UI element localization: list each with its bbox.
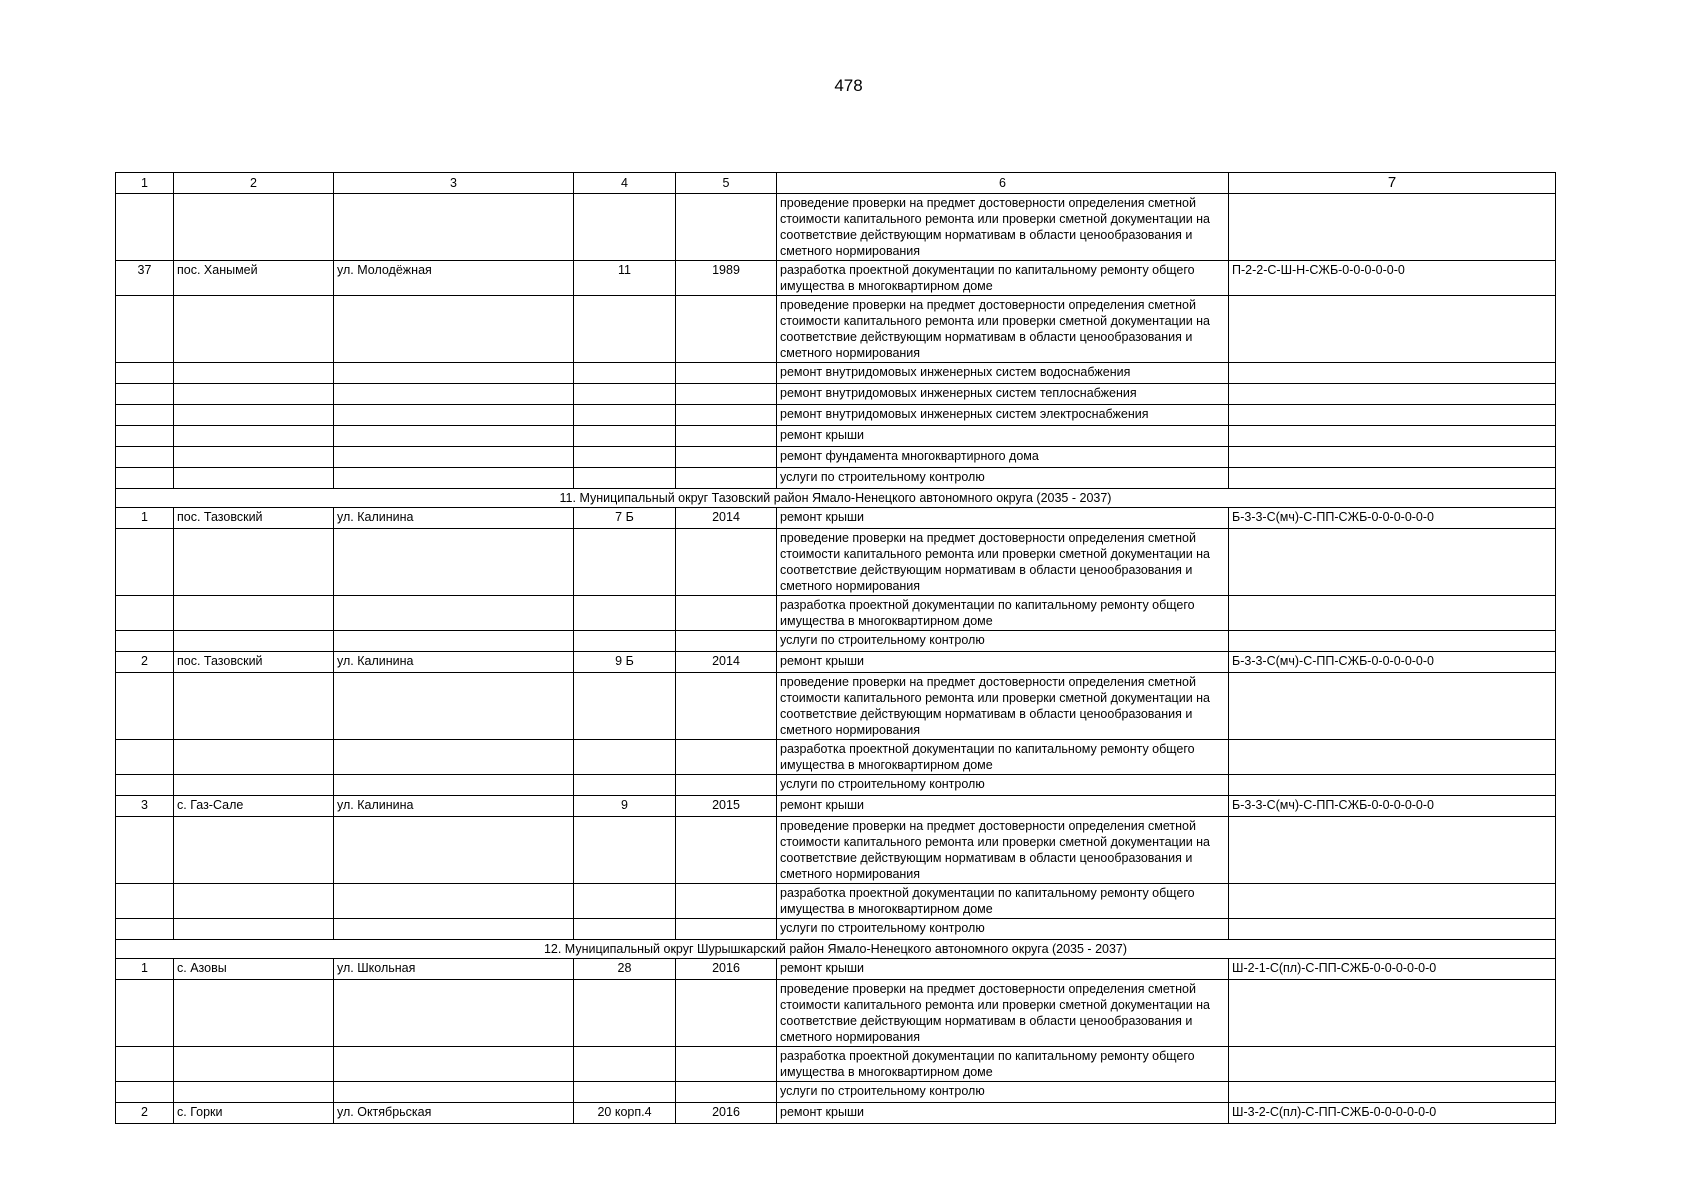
cell-col-6: ремонт внутридомовых инженерных систем электроснабжения (777, 405, 1229, 426)
cell-col-3 (334, 447, 574, 468)
cell-col-7 (1229, 919, 1556, 940)
cell-col-1 (116, 529, 174, 596)
cell-col-7 (1229, 447, 1556, 468)
cell-col-6: разработка проектной документации по капитальному ремонту общего имущества в многоквартирном доме (777, 1047, 1229, 1082)
cell-col-1 (116, 363, 174, 384)
cell-col-1: 3 (116, 796, 174, 817)
table-row (116, 1047, 1556, 1082)
cell-col-4 (574, 426, 676, 447)
cell-col-5: 2014 (676, 652, 777, 673)
cell-col-3 (334, 194, 574, 261)
cell-col-3 (334, 740, 574, 775)
cell-col-7 (1229, 363, 1556, 384)
cell-col-7 (1229, 384, 1556, 405)
cell-col-6: разработка проектной документации по капитальному ремонту общего имущества в многоквартирном доме (777, 261, 1229, 296)
table-row (116, 405, 1556, 426)
cell-col-6: ремонт крыши (777, 1103, 1229, 1124)
cell-col-5 (676, 296, 777, 363)
cell-col-2 (174, 426, 334, 447)
cell-col-1: 2 (116, 652, 174, 673)
cell-col-5: 1989 (676, 261, 777, 296)
cell-col-5 (676, 426, 777, 447)
table-row (116, 959, 1556, 980)
cell-col-1 (116, 884, 174, 919)
cell-col-5 (676, 529, 777, 596)
table-row (116, 673, 1556, 740)
section-title: 12. Муниципальный округ Шурышкарский район Ямало-Ненецкого автономного округа (2035 - 2037) (116, 940, 1556, 959)
cell-col-5: 2016 (676, 959, 777, 980)
cell-col-4: 28 (574, 959, 676, 980)
cell-col-7 (1229, 596, 1556, 631)
cell-col-1 (116, 1047, 174, 1082)
cell-col-5 (676, 775, 777, 796)
cell-col-5 (676, 447, 777, 468)
cell-col-1 (116, 775, 174, 796)
cell-col-7: Ш-3-2-С(пл)-С-ПП-СЖБ-0-0-0-0-0-0 (1229, 1103, 1556, 1124)
cell-col-3 (334, 529, 574, 596)
cell-col-5 (676, 631, 777, 652)
cell-col-6: проведение проверки на предмет достоверности определения сметной стоимости капитального ремонта или проверки сметной документации на соответствие действующим нормативам в области ценообразования и сметного нормирования (777, 194, 1229, 261)
cell-col-6: ремонт крыши (777, 959, 1229, 980)
cell-col-4 (574, 1082, 676, 1103)
cell-col-5 (676, 740, 777, 775)
cell-col-3 (334, 775, 574, 796)
cell-col-2 (174, 775, 334, 796)
cell-col-3 (334, 405, 574, 426)
cell-col-5 (676, 1082, 777, 1103)
table-row (116, 447, 1556, 468)
cell-col-3 (334, 596, 574, 631)
table-body (116, 194, 1556, 1124)
cell-col-2 (174, 673, 334, 740)
cell-col-1: 1 (116, 508, 174, 529)
cell-col-7 (1229, 468, 1556, 489)
cell-col-7 (1229, 405, 1556, 426)
table-row (116, 596, 1556, 631)
table-row (116, 529, 1556, 596)
cell-col-6: услуги по строительному контролю (777, 919, 1229, 940)
cell-col-6: услуги по строительному контролю (777, 775, 1229, 796)
cell-col-4 (574, 884, 676, 919)
cell-col-2 (174, 405, 334, 426)
cell-col-2 (174, 740, 334, 775)
cell-col-6: услуги по строительному контролю (777, 631, 1229, 652)
cell-col-1 (116, 817, 174, 884)
table-row (116, 1082, 1556, 1103)
cell-col-2 (174, 468, 334, 489)
cell-col-2: пос. Тазовский (174, 508, 334, 529)
cell-col-4 (574, 980, 676, 1047)
cell-col-7 (1229, 529, 1556, 596)
cell-col-4 (574, 529, 676, 596)
cell-col-7 (1229, 1047, 1556, 1082)
cell-col-1 (116, 673, 174, 740)
table-row (116, 426, 1556, 447)
cell-col-7 (1229, 775, 1556, 796)
cell-col-2: пос. Ханымей (174, 261, 334, 296)
cell-col-5 (676, 363, 777, 384)
cell-col-7 (1229, 426, 1556, 447)
cell-col-2 (174, 447, 334, 468)
cell-col-6: ремонт внутридомовых инженерных систем водоснабжения (777, 363, 1229, 384)
cell-col-6: ремонт внутридомовых инженерных систем теплоснабжения (777, 384, 1229, 405)
cell-col-5: 2015 (676, 796, 777, 817)
cell-col-6: услуги по строительному контролю (777, 1082, 1229, 1103)
cell-col-2 (174, 1082, 334, 1103)
cell-col-5 (676, 884, 777, 919)
cell-col-1 (116, 447, 174, 468)
cell-col-3: ул. Октябрьская (334, 1103, 574, 1124)
cell-col-2 (174, 817, 334, 884)
table-row (116, 775, 1556, 796)
header-cell-2: 2 (174, 173, 334, 194)
cell-col-4 (574, 919, 676, 940)
table-row (116, 296, 1556, 363)
cell-col-4 (574, 596, 676, 631)
cell-col-2 (174, 1047, 334, 1082)
cell-col-7 (1229, 980, 1556, 1047)
cell-col-1: 2 (116, 1103, 174, 1124)
cell-col-4 (574, 1047, 676, 1082)
cell-col-6: ремонт крыши (777, 652, 1229, 673)
cell-col-1 (116, 596, 174, 631)
cell-col-4: 20 корп.4 (574, 1103, 676, 1124)
cell-col-4 (574, 363, 676, 384)
cell-col-6: разработка проектной документации по капитальному ремонту общего имущества в многоквартирном доме (777, 884, 1229, 919)
cell-col-3 (334, 919, 574, 940)
cell-col-1 (116, 1082, 174, 1103)
cell-col-1 (116, 980, 174, 1047)
cell-col-5 (676, 919, 777, 940)
cell-col-2 (174, 980, 334, 1047)
cell-col-7 (1229, 817, 1556, 884)
cell-col-1 (116, 194, 174, 261)
cell-col-5: 2016 (676, 1103, 777, 1124)
header-cell-7: 7 (1229, 173, 1556, 194)
cell-col-6: проведение проверки на предмет достоверности определения сметной стоимости капитального ремонта или проверки сметной документации на соответствие действующим нормативам в области ценообразования и сметного нормирования (777, 817, 1229, 884)
table-row (116, 652, 1556, 673)
section-title: 11. Муниципальный округ Тазовский район Ямало-Ненецкого автономного округа (2035 - 2037) (116, 489, 1556, 508)
cell-col-3 (334, 426, 574, 447)
cell-col-1 (116, 919, 174, 940)
table-row (116, 919, 1556, 940)
table-row (116, 261, 1556, 296)
section-row (116, 489, 1556, 508)
cell-col-2: с. Горки (174, 1103, 334, 1124)
cell-col-2: пос. Тазовский (174, 652, 334, 673)
cell-col-7 (1229, 884, 1556, 919)
cell-col-2 (174, 296, 334, 363)
cell-col-7 (1229, 194, 1556, 261)
table-row (116, 796, 1556, 817)
cell-col-1 (116, 740, 174, 775)
cell-col-3: ул. Калинина (334, 652, 574, 673)
cell-col-3 (334, 817, 574, 884)
cell-col-1 (116, 296, 174, 363)
page-number: 478 (834, 76, 863, 95)
cell-col-5 (676, 405, 777, 426)
table-row (116, 1103, 1556, 1124)
table-row (116, 363, 1556, 384)
cell-col-5: 2014 (676, 508, 777, 529)
cell-col-3 (334, 1082, 574, 1103)
cell-col-5 (676, 817, 777, 884)
cell-col-1 (116, 384, 174, 405)
cell-col-3 (334, 363, 574, 384)
cell-col-4 (574, 194, 676, 261)
cell-col-2: с. Азовы (174, 959, 334, 980)
cell-col-1 (116, 631, 174, 652)
header-cell-4: 4 (574, 173, 676, 194)
cell-col-4: 9 Б (574, 652, 676, 673)
cell-col-5 (676, 1047, 777, 1082)
table-row (116, 631, 1556, 652)
cell-col-3 (334, 384, 574, 405)
cell-col-6: ремонт фундамента многоквартирного дома (777, 447, 1229, 468)
cell-col-5 (676, 980, 777, 1047)
cell-col-2 (174, 884, 334, 919)
cell-col-4 (574, 775, 676, 796)
cell-col-5 (676, 194, 777, 261)
cell-col-4: 9 (574, 796, 676, 817)
header-row (116, 173, 1556, 194)
header-cell-6: 6 (777, 173, 1229, 194)
cell-col-6: проведение проверки на предмет достоверности определения сметной стоимости капитального ремонта или проверки сметной документации на соответствие действующим нормативам в области ценообразования и сметного нормирования (777, 529, 1229, 596)
cell-col-6: разработка проектной документации по капитальному ремонту общего имущества в многоквартирном доме (777, 596, 1229, 631)
cell-col-3 (334, 980, 574, 1047)
cell-col-7 (1229, 631, 1556, 652)
cell-col-4 (574, 405, 676, 426)
cell-col-7 (1229, 296, 1556, 363)
table-row (116, 817, 1556, 884)
header-cell-5: 5 (676, 173, 777, 194)
cell-col-5 (676, 673, 777, 740)
cell-col-4 (574, 468, 676, 489)
cell-col-6: проведение проверки на предмет достоверности определения сметной стоимости капитального ремонта или проверки сметной документации на соответствие действующим нормативам в области ценообразования и сметного нормирования (777, 980, 1229, 1047)
cell-col-3: ул. Молодёжная (334, 261, 574, 296)
cell-col-4 (574, 631, 676, 652)
cell-col-4 (574, 447, 676, 468)
cell-col-2 (174, 631, 334, 652)
table-row (116, 980, 1556, 1047)
cell-col-1 (116, 426, 174, 447)
cell-col-6: ремонт крыши (777, 796, 1229, 817)
repair-program-table (115, 172, 1556, 1124)
cell-col-4: 11 (574, 261, 676, 296)
header-cell-1: 1 (116, 173, 174, 194)
cell-col-3: ул. Школьная (334, 959, 574, 980)
cell-col-6: проведение проверки на предмет достоверности определения сметной стоимости капитального ремонта или проверки сметной документации на соответствие действующим нормативам в области ценообразования и сметного нормирования (777, 673, 1229, 740)
cell-col-7: Б-3-3-С(мч)-С-ПП-СЖБ-0-0-0-0-0-0 (1229, 796, 1556, 817)
cell-col-2 (174, 529, 334, 596)
cell-col-3 (334, 673, 574, 740)
cell-col-6: проведение проверки на предмет достоверности определения сметной стоимости капитального ремонта или проверки сметной документации на соответствие действующим нормативам в области ценообразования и сметного нормирования (777, 296, 1229, 363)
cell-col-4 (574, 673, 676, 740)
cell-col-6: услуги по строительному контролю (777, 468, 1229, 489)
cell-col-7: П-2-2-С-Ш-Н-СЖБ-0-0-0-0-0-0 (1229, 261, 1556, 296)
cell-col-7 (1229, 1082, 1556, 1103)
cell-col-5 (676, 468, 777, 489)
table-row (116, 884, 1556, 919)
cell-col-2 (174, 596, 334, 631)
cell-col-3 (334, 468, 574, 489)
cell-col-1: 37 (116, 261, 174, 296)
cell-col-6: разработка проектной документации по капитальному ремонту общего имущества в многоквартирном доме (777, 740, 1229, 775)
cell-col-1: 1 (116, 959, 174, 980)
cell-col-7: Б-3-3-С(мч)-С-ПП-СЖБ-0-0-0-0-0-0 (1229, 652, 1556, 673)
cell-col-7: Ш-2-1-С(пл)-С-ПП-СЖБ-0-0-0-0-0-0 (1229, 959, 1556, 980)
cell-col-3 (334, 631, 574, 652)
cell-col-2 (174, 363, 334, 384)
cell-col-6: ремонт крыши (777, 426, 1229, 447)
table-row (116, 384, 1556, 405)
cell-col-5 (676, 384, 777, 405)
cell-col-4 (574, 817, 676, 884)
cell-col-4: 7 Б (574, 508, 676, 529)
cell-col-2 (174, 384, 334, 405)
table-row (116, 508, 1556, 529)
cell-col-3 (334, 296, 574, 363)
cell-col-3 (334, 1047, 574, 1082)
cell-col-7: Б-3-3-С(мч)-С-ПП-СЖБ-0-0-0-0-0-0 (1229, 508, 1556, 529)
cell-col-4 (574, 740, 676, 775)
cell-col-1 (116, 468, 174, 489)
cell-col-2 (174, 919, 334, 940)
table-row (116, 740, 1556, 775)
cell-col-4 (574, 296, 676, 363)
cell-col-5 (676, 596, 777, 631)
table-row (116, 468, 1556, 489)
cell-col-7 (1229, 740, 1556, 775)
cell-col-7 (1229, 673, 1556, 740)
table-row (116, 194, 1556, 261)
cell-col-2 (174, 194, 334, 261)
section-row (116, 940, 1556, 959)
header-cell-3: 3 (334, 173, 574, 194)
cell-col-2: с. Газ-Сале (174, 796, 334, 817)
cell-col-1 (116, 405, 174, 426)
cell-col-3: ул. Калинина (334, 796, 574, 817)
cell-col-6: ремонт крыши (777, 508, 1229, 529)
cell-col-3 (334, 884, 574, 919)
cell-col-4 (574, 384, 676, 405)
cell-col-3: ул. Калинина (334, 508, 574, 529)
